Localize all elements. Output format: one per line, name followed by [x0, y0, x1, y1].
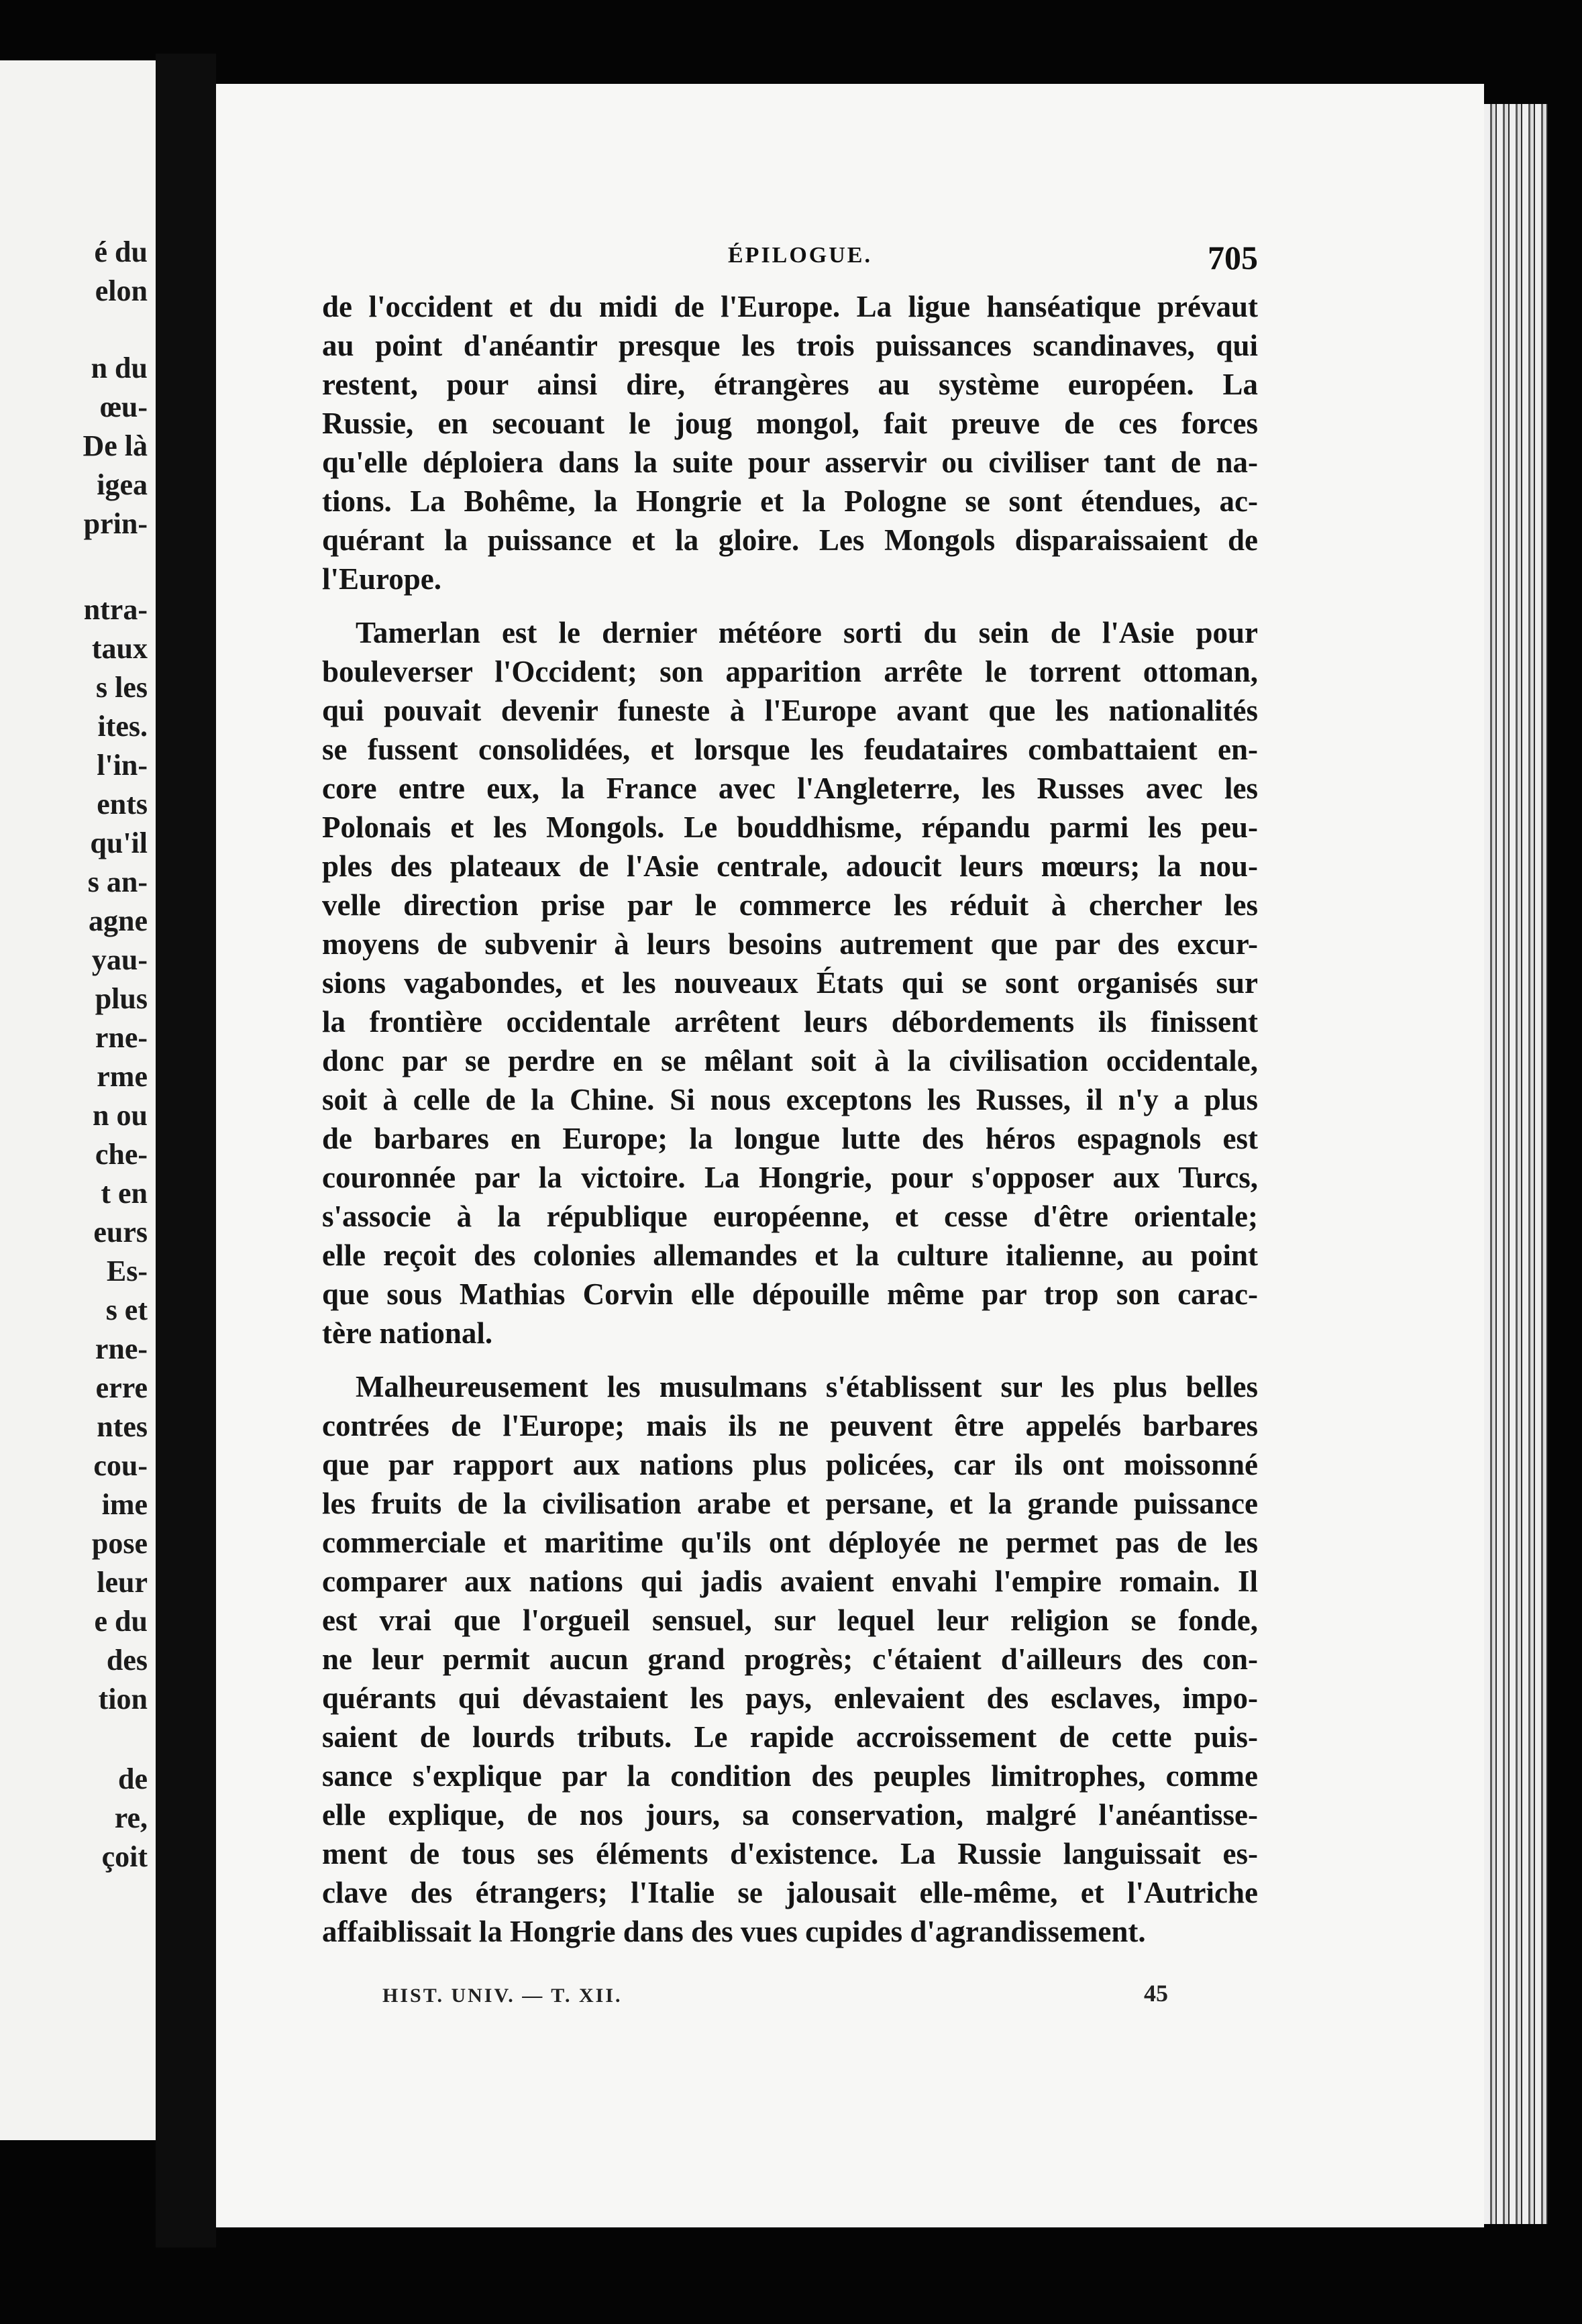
facing-page-text-fragment: igea	[97, 468, 148, 501]
text-line: l'Europe.	[322, 562, 441, 596]
text-line: velle direction prise par le commerce les réduit à chercher les	[322, 888, 1258, 922]
facing-page-text-fragment: t en	[101, 1177, 148, 1210]
facing-page-text-fragment: œu-	[100, 390, 148, 423]
facing-page-text-fragment: cou-	[93, 1449, 148, 1482]
facing-page-text-fragment: rne-	[95, 1021, 148, 1054]
text-line: affaiblissait la Hongrie dans des vues cupides d'agrandissement.	[322, 1915, 1146, 1948]
text-line: restent, pour ainsi dire, étrangères au système européen. La	[322, 368, 1258, 401]
text-line: que par rapport aux nations plus policées, car ils ont moissonné	[322, 1448, 1258, 1481]
paragraph-gap	[322, 1353, 1258, 1367]
text-line: donc par se perdre en se mêlant soit à la civilisation occidentale,	[322, 1044, 1258, 1077]
body-text	[322, 287, 1258, 1951]
text-line: les fruits de la civilisation arabe et persane, et la grande puissance	[322, 1487, 1258, 1520]
text-line: ne leur permit aucun grand progrès; c'étaient d'ailleurs des con-	[322, 1642, 1258, 1676]
facing-page-text-fragment: rne-	[95, 1332, 148, 1365]
text-line: s'associe à la république européenne, et cesse d'être orientale;	[322, 1200, 1258, 1233]
text-line: core entre eux, la France avec l'Angleterre, les Russes avec les	[322, 772, 1258, 805]
text-line: bouleverser l'Occident; son apparition arrête le torrent ottoman,	[322, 655, 1258, 688]
text-line: quérant la puissance et la gloire. Les Mongols disparaissaient de	[322, 523, 1258, 557]
page-number: 705	[1208, 239, 1258, 276]
footer-signature: HIST. UNIV. — T. XII.	[382, 1985, 623, 2007]
facing-page-text-fragment: elon	[95, 274, 148, 307]
facing-page-text-fragment: ntra-	[83, 593, 148, 626]
text-line: Polonais et les Mongols. Le bouddhisme, répandu parmi les peu-	[322, 810, 1258, 844]
text-line: de barbares en Europe; la longue lutte des héros espagnols est	[322, 1122, 1258, 1155]
facing-page-text-fragment: rme	[97, 1060, 148, 1093]
text-line: clave des étrangers; l'Italie se jalousait elle-même, et l'Autriche	[322, 1876, 1258, 1909]
facing-page-text-fragment: e du	[94, 1605, 148, 1638]
text-line: comparer aux nations qui jadis avaient envahi l'empire romain. Il	[322, 1565, 1258, 1598]
facing-page-text-fragment: qu'il	[90, 827, 148, 859]
text-line: Malheureusement les musulmans s'établissent sur les plus belles	[356, 1370, 1258, 1404]
text-line: ment de tous ses éléments d'existence. La Russie languissait es-	[322, 1837, 1258, 1870]
facing-page-text-fragment: plus	[95, 982, 148, 1015]
text-line: couronnée par la victoire. La Hongrie, pour s'opposer aux Turcs,	[322, 1161, 1258, 1194]
facing-page-text-fragment: pose	[91, 1527, 148, 1560]
text-line: est vrai que l'orgueil sensuel, sur lequel leur religion se fonde,	[322, 1603, 1258, 1637]
text-line: qu'elle déploiera dans la suite pour asservir ou civiliser tant de na-	[322, 445, 1258, 479]
facing-page-text-fragment: ime	[101, 1488, 148, 1521]
facing-page-text-fragment: de	[118, 1762, 148, 1795]
text-line: saient de lourds tributs. Le rapide accroissement de cette puis-	[322, 1720, 1258, 1754]
text-line: se fussent consolidées, et lorsque les feudataires combattaient en-	[322, 733, 1258, 766]
facing-page-fragment	[0, 60, 156, 2140]
facing-page-text-fragment: erre	[95, 1371, 148, 1404]
text-line: tions. La Bohême, la Hongrie et la Pologne se sont étendues, ac-	[322, 484, 1258, 518]
book-gutter	[156, 54, 216, 2248]
text-line: elle explique, de nos jours, sa conservation, malgré l'anéantisse-	[322, 1798, 1258, 1832]
text-line: au point d'anéantir presque les trois puissances scandinaves, qui	[322, 329, 1258, 362]
text-line: quérants qui dévastaient les pays, enlevaient des esclaves, impo-	[322, 1681, 1258, 1715]
running-head: ÉPILOGUE.	[728, 243, 872, 268]
facing-page-text-fragment: n ou	[93, 1099, 148, 1132]
facing-page-text-fragment: ites.	[97, 710, 148, 743]
facing-page-text-fragment: De là	[83, 429, 148, 462]
footer-signature-number: 45	[1144, 1980, 1168, 2007]
text-line: commerciale et maritime qu'ils ont déployée ne permet pas de les	[322, 1526, 1258, 1559]
facing-page-text-fragment: é du	[94, 235, 148, 268]
text-line: Russie, en secouant le joug mongol, fait preuve de ces forces	[322, 407, 1258, 440]
facing-page-text-fragment: prin-	[83, 507, 148, 540]
text-line: Tamerlan est le dernier météore sorti du sein de l'Asie pour	[356, 616, 1258, 649]
facing-page-text-fragment: taux	[91, 632, 148, 665]
facing-page-text-fragment: n du	[91, 352, 148, 384]
facing-page-text-fragment: s an-	[87, 865, 148, 898]
facing-page-text-fragment: s et	[105, 1293, 148, 1326]
page-edges	[1484, 104, 1548, 2224]
text-line: que sous Mathias Corvin elle dépouille même par trop son carac-	[322, 1277, 1258, 1311]
facing-page-text-fragment: eurs	[93, 1216, 148, 1249]
text-line: moyens de subvenir à leurs besoins autrement que par des excur-	[322, 927, 1258, 961]
facing-page-text-fragment: leur	[97, 1566, 148, 1599]
text-line: tère national.	[322, 1316, 493, 1350]
text-line: elle reçoit des colonies allemandes et la culture italienne, au point	[322, 1238, 1258, 1272]
facing-page-text-fragment: re,	[114, 1801, 148, 1834]
facing-page-text-fragment: s les	[96, 671, 148, 704]
text-line: sance s'explique par la condition des peuples limitrophes, comme	[322, 1759, 1258, 1793]
text-line: ples des plateaux de l'Asie centrale, adoucit leurs mœurs; la nou-	[322, 849, 1258, 883]
text-line: de l'occident et du midi de l'Europe. La ligue hanséatique prévaut	[322, 290, 1258, 323]
text-line: contrées de l'Europe; mais ils ne peuvent être appelés barbares	[322, 1409, 1258, 1442]
text-line: la frontière occidentale arrêtent leurs débordements ils finissent	[322, 1005, 1258, 1039]
text-line: qui pouvait devenir funeste à l'Europe avant que les nationalités	[322, 694, 1258, 727]
text-line: soit à celle de la Chine. Si nous exceptons les Russes, il n'y a plus	[322, 1083, 1258, 1116]
paragraph-gap	[322, 598, 1258, 613]
text-line: sions vagabondes, et les nouveaux États qui se sont organisés sur	[322, 966, 1258, 1000]
facing-page-text-fragment: che-	[95, 1138, 148, 1171]
facing-page-text-fragment: l'in-	[97, 749, 148, 782]
facing-page-text-fragment: Es-	[106, 1255, 148, 1287]
facing-page-text-fragment: ents	[97, 788, 148, 821]
facing-page-text-fragment: des	[106, 1644, 148, 1677]
facing-page-text-fragment: çoit	[101, 1840, 148, 1873]
facing-page-text-fragment: tion	[98, 1683, 148, 1715]
facing-page-text-fragment: agne	[89, 904, 148, 937]
facing-page-text-fragment: yau-	[91, 943, 148, 976]
facing-page-text-fragment: ntes	[97, 1410, 148, 1443]
